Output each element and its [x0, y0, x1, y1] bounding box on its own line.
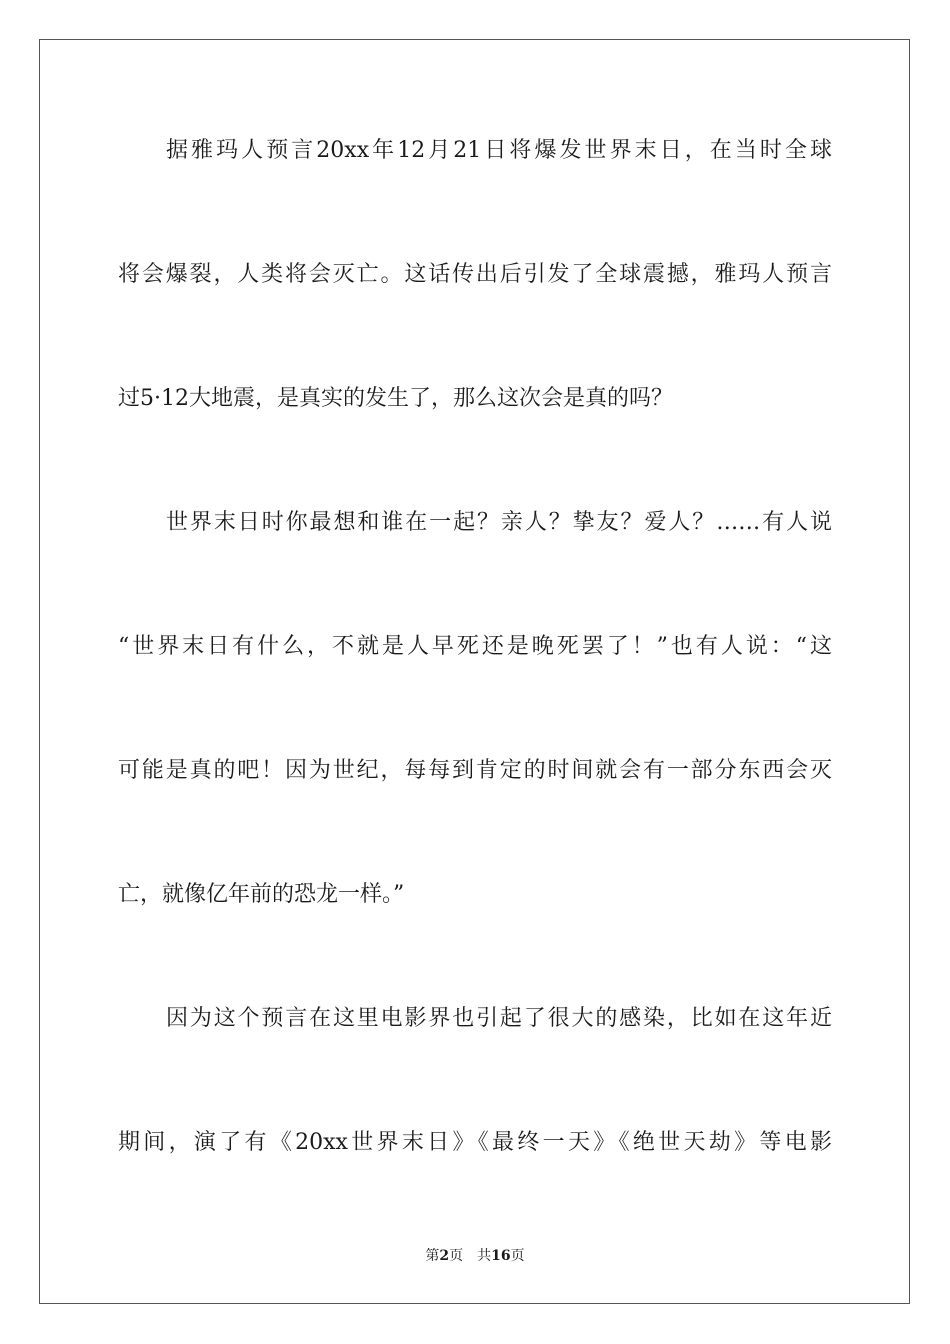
paragraph-1-line-1: 据雅玛人预言20xx年12月21日将爆发世界末日，在当时全球 [166, 138, 832, 163]
page-number: 2 [439, 1248, 450, 1264]
page-footer [0, 1247, 950, 1265]
paragraph-1-line-3: 过5·12大地震，是真实的发生了，那么这次会是真的吗？ [118, 386, 673, 411]
page-suffix: 页 [449, 1248, 464, 1264]
page-border [39, 39, 910, 1304]
page-prefix: 第 [425, 1248, 440, 1264]
paragraph-2-line-1: 世界末日时你最想和谁在一起？亲人？挚友？爱人？……有人说 [166, 510, 832, 535]
paragraph-2-line-2: “世界末日有什么，不就是人早死还是晚死罢了！”也有人说：“这 [118, 634, 832, 659]
paragraph-3-line-1: 因为这个预言在这里电影界也引起了很大的感染，比如在这年近 [166, 1006, 832, 1031]
total-pages: 16 [491, 1248, 511, 1264]
total-prefix: 共 [477, 1248, 492, 1264]
paragraph-1-line-2: 将会爆裂，人类将会灭亡。这话传出后引发了全球震撼，雅玛人预言 [118, 262, 832, 287]
paragraph-3-line-2: 期间，演了有《20xx世界末日》《最终一天》《绝世天劫》等电影 [118, 1130, 832, 1155]
total-suffix: 页 [510, 1248, 525, 1264]
paragraph-2-line-3: 可能是真的吧！因为世纪，每每到肯定的时间就会有一部分东西会灭 [118, 758, 832, 783]
paragraph-2-line-4: 亡，就像亿年前的恐龙一样。” [118, 882, 405, 907]
